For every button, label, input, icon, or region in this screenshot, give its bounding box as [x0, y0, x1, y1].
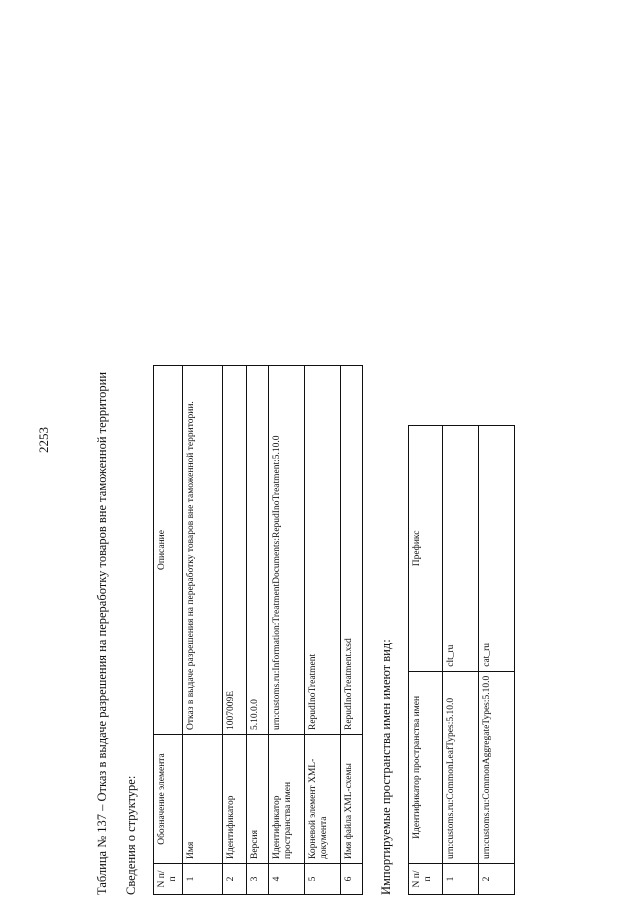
cell: 3	[247, 864, 269, 895]
table-row	[479, 426, 515, 895]
structure-caption: Сведения о структуре:	[124, 775, 138, 895]
namespaces-caption: Импортируемые пространства имен имеют вид:	[379, 639, 393, 895]
table-row	[305, 366, 341, 895]
cell: RepudInoTreatment	[305, 366, 341, 735]
namespaces-table	[408, 425, 515, 895]
cell: 6	[341, 864, 363, 895]
cell: urn:customs.ru:CommonAggregateTypes:5.10.0	[479, 671, 515, 863]
col-header-element: Обозначение элемента	[154, 735, 183, 864]
cell: clt_ru	[443, 426, 479, 672]
table-row	[223, 366, 247, 895]
cell: 4	[269, 864, 305, 895]
page-number: 2253	[36, 427, 51, 453]
cell: 1	[443, 864, 479, 895]
cell: Идентификатор пространства имен	[269, 735, 305, 864]
cell: RepudInoTreatment.xsd	[341, 366, 363, 735]
cell: urn:customs.ru:Information:TreatmentDocuments:RepudInoTreatment:5.10.0	[269, 366, 305, 735]
table-row	[341, 366, 363, 895]
cell: 5	[305, 864, 341, 895]
col-header-num: N п/п	[154, 864, 183, 895]
cell: cat_ru	[479, 426, 515, 672]
cell: Имя	[183, 735, 223, 864]
rotated-content	[95, 295, 515, 895]
table-header-row	[409, 426, 443, 895]
table-title: Таблица № 137 – Отказ в выдаче разрешения на переработку товаров вне таможенной территории	[95, 371, 109, 895]
col-header-prefix: Префикс	[409, 426, 443, 672]
table-header-row	[154, 366, 183, 895]
cell: Имя файла XML-схемы	[341, 735, 363, 864]
table-row	[183, 366, 223, 895]
col-header-num: N п/п	[409, 864, 443, 895]
table-row	[247, 366, 269, 895]
structure-table	[153, 365, 363, 895]
cell: Корневой элемент XML-документа	[305, 735, 341, 864]
table-row	[269, 366, 305, 895]
cell: 1	[183, 864, 223, 895]
cell: Идентификатор	[223, 735, 247, 864]
cell: 2	[223, 864, 247, 895]
table-row	[443, 426, 479, 895]
cell: Версия	[247, 735, 269, 864]
col-header-namespace: Идентификатор пространства имен	[409, 671, 443, 863]
cell: 1007009E	[223, 366, 247, 735]
cell: urn:customs.ru:CommonLeafTypes:5.10.0	[443, 671, 479, 863]
cell: 5.10.0.0	[247, 366, 269, 735]
col-header-description: Описание	[154, 366, 183, 735]
cell: 2	[479, 864, 515, 895]
cell: Отказ в выдаче разрешения на переработку товаров вне таможенной территории.	[183, 366, 223, 735]
